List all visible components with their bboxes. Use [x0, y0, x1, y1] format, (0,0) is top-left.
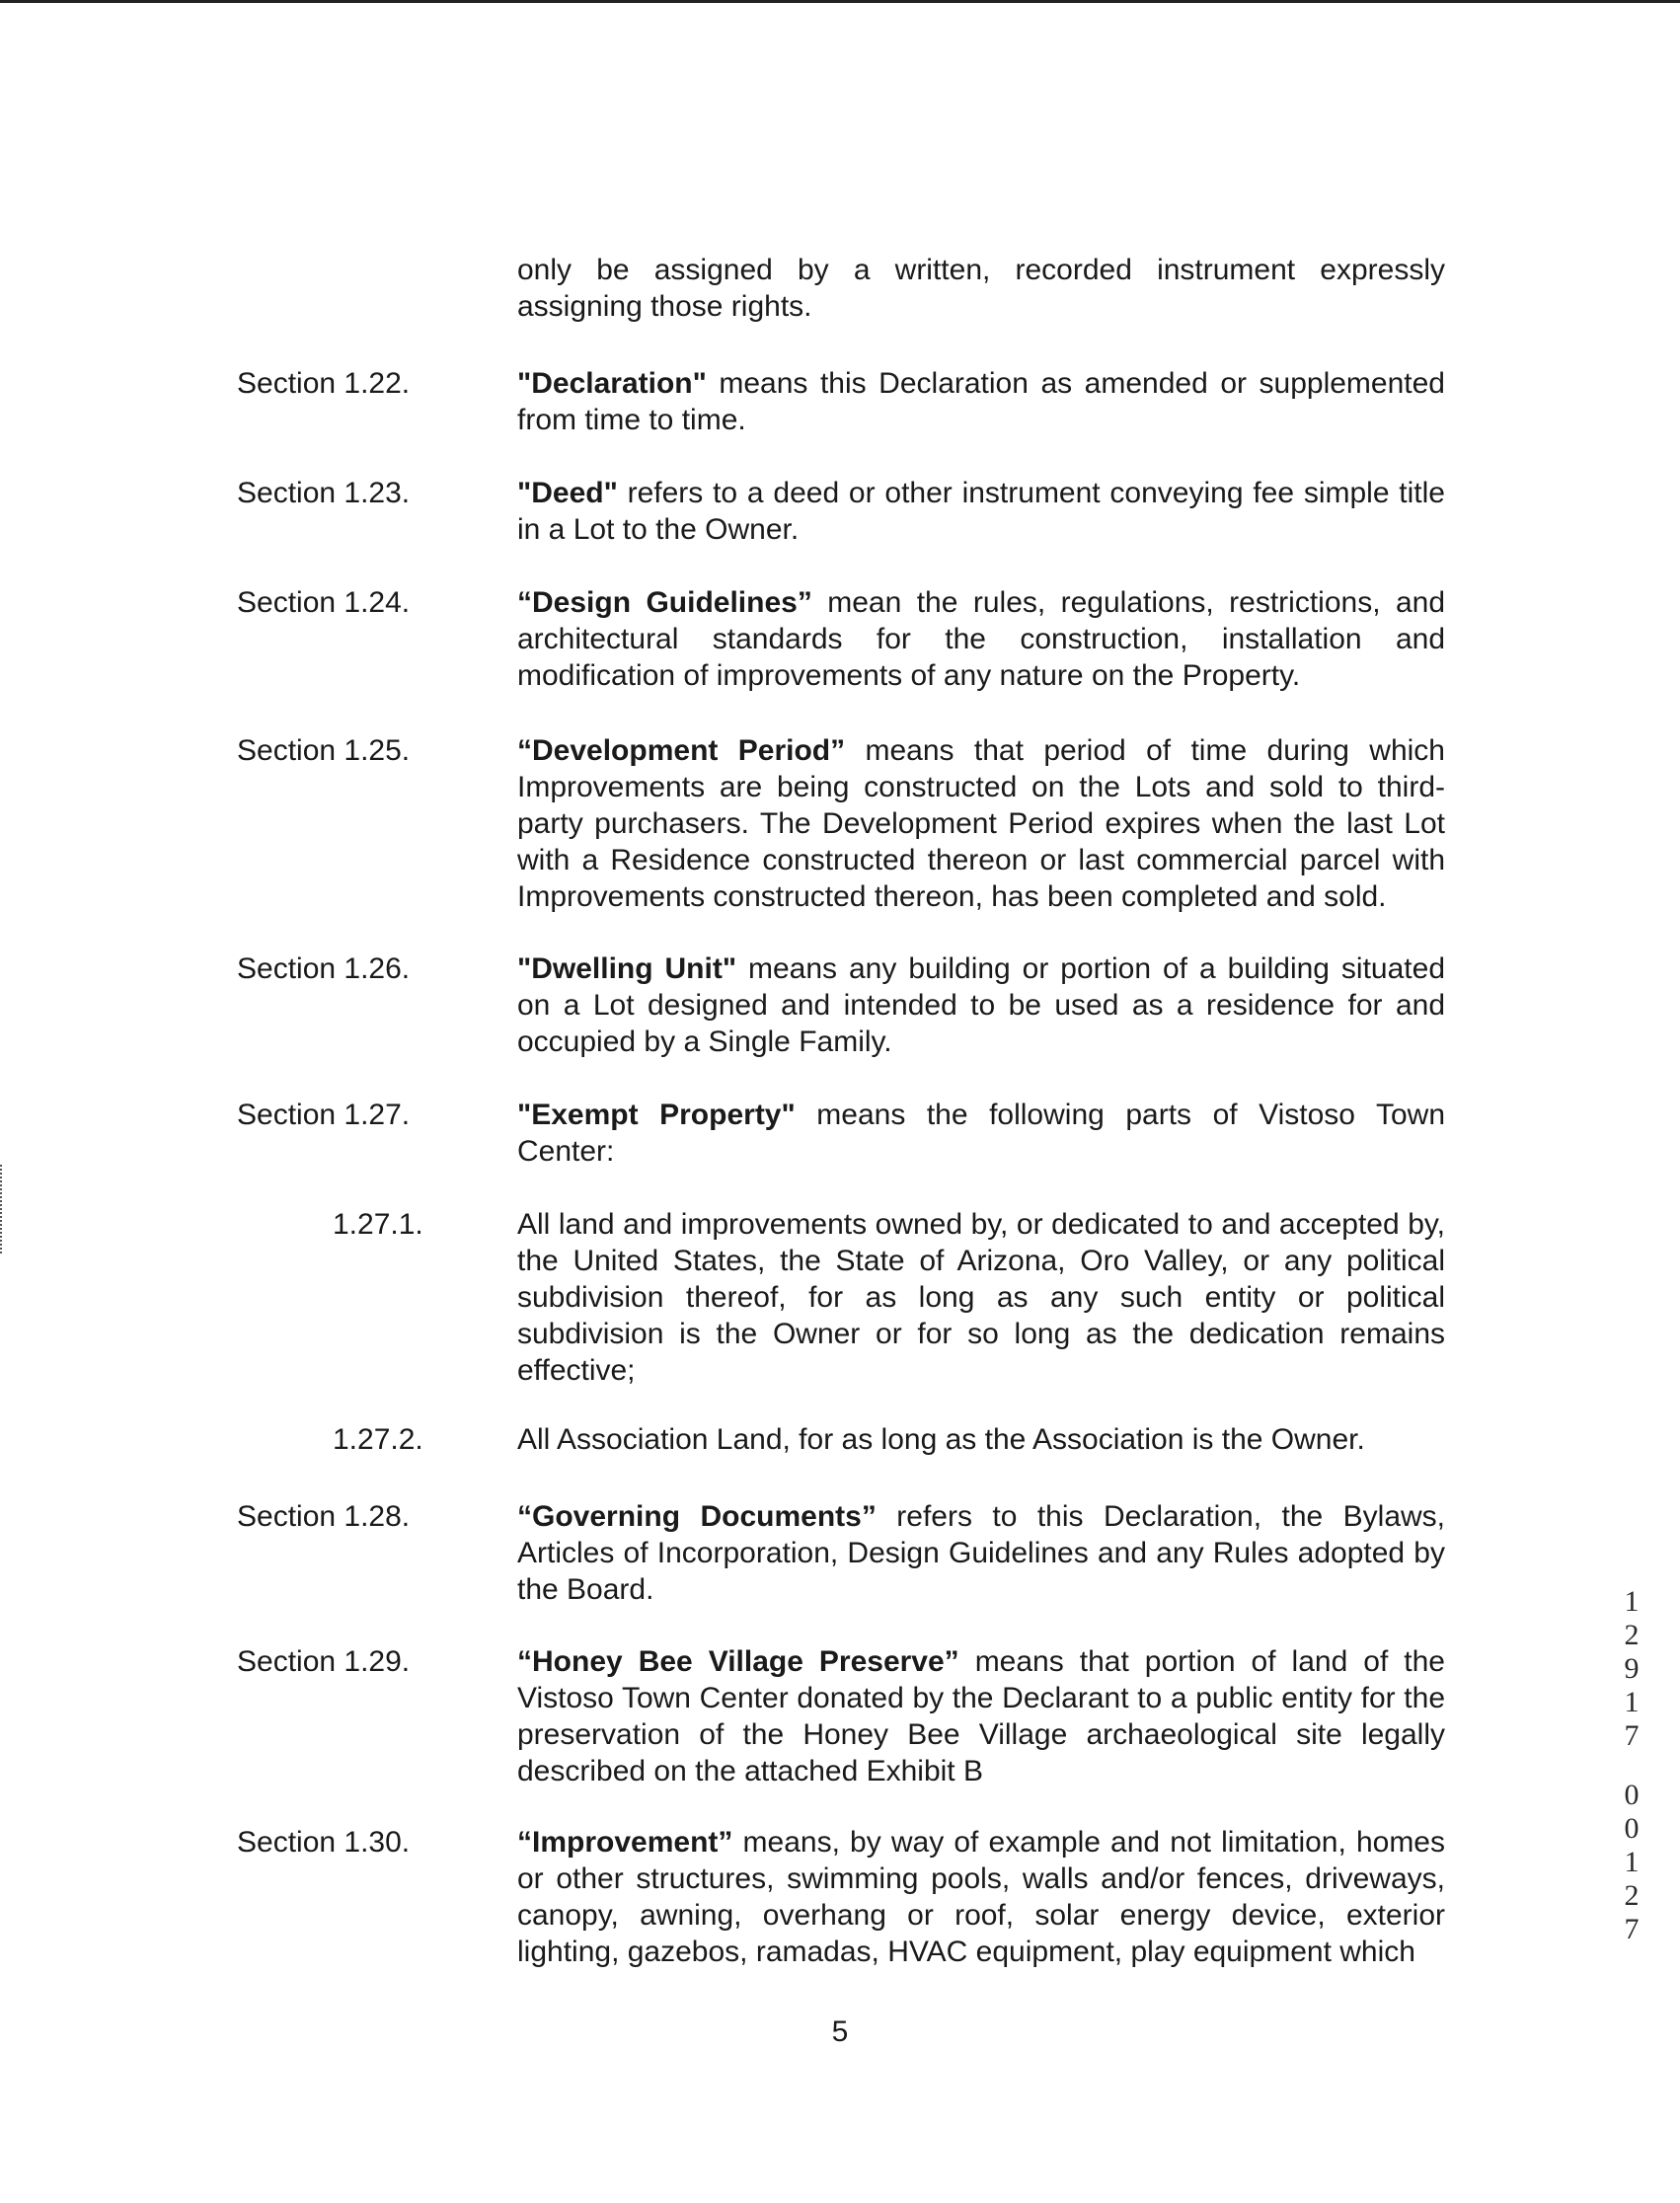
- stamp-digit: 1: [1624, 1846, 1640, 1878]
- defined-term: “Governing Documents”: [517, 1500, 877, 1533]
- section-label: Section 1.27.: [237, 1099, 411, 1131]
- section-definition: [517, 365, 1445, 438]
- section-label: Section 1.28.: [237, 1500, 411, 1533]
- stamp-digit: 2: [1624, 1619, 1640, 1651]
- stamp-digit: 7: [1624, 1913, 1640, 1945]
- section-definition: [517, 1643, 1445, 1789]
- defined-term: “Honey Bee Village Preserve”: [517, 1645, 959, 1678]
- section-definition: [517, 1097, 1445, 1170]
- stamp-digit: 1: [1624, 1686, 1640, 1718]
- page-number: 5: [831, 2015, 849, 2048]
- section-label: Section 1.22.: [237, 367, 411, 400]
- defined-term: "Declaration": [517, 367, 707, 400]
- recording-stamp: [1615, 1585, 1648, 1946]
- stamp-gap: [1615, 1753, 1648, 1779]
- subsection-label: 1.27.1.: [333, 1208, 423, 1241]
- section-label: Section 1.30.: [237, 1826, 411, 1859]
- section-label: Section 1.24.: [237, 586, 411, 619]
- stamp-digit: 0: [1624, 1779, 1640, 1811]
- definition-text: means that portion of land of the Vistoso Town Center donated by the Declarant to a public entity for the preservation of the Honey Bee Village archaeological site legally described on the attached Exhibit B: [517, 1645, 1445, 1787]
- section-definition: [517, 950, 1445, 1060]
- definition-text: refers to this Declaration, the Bylaws, Articles of Incorporation, Design Guidelines and any Rules adopted by the Board.: [517, 1500, 1445, 1606]
- stamp-digit: 2: [1624, 1879, 1640, 1912]
- section-label: Section 1.23.: [237, 477, 411, 509]
- section-definition: [517, 732, 1445, 915]
- section-definition: [517, 475, 1445, 548]
- section-label: Section 1.29.: [237, 1645, 411, 1678]
- section-label: Section 1.25.: [237, 734, 411, 767]
- section-definition: [517, 1824, 1445, 1970]
- defined-term: "Deed": [517, 477, 618, 509]
- definition-text: means that period of time during which Improvements are being constructed on the Lots and sold to third-party purchasers. The Development Period expires when the last Lot with a Residence constructed thereon or last commercial parcel with Improvements constructed thereon, has been completed and sold.: [517, 734, 1445, 913]
- subsection-text: All land and improvements owned by, or dedicated to and accepted by, the United States, the State of Arizona, Oro Valley, or any political subdivision thereof, for as long as any such entity or political subdivision is the Owner or for so long as the dedication remains effective;: [517, 1208, 1445, 1387]
- continuation-paragraph: only be assigned by a written, recorded instrument expressly assigning those rights.: [517, 254, 1445, 323]
- stamp-digit: 7: [1624, 1719, 1640, 1752]
- section-definition: [517, 1498, 1445, 1608]
- definition-text: refers to a deed or other instrument conveying fee simple title in a Lot to the Owner.: [517, 477, 1445, 546]
- defined-term: “Design Guidelines”: [517, 586, 812, 619]
- definition-text: means, by way of example and not limitation, homes or other structures, swimming pools, walls and/or fences, driveways, canopy, awning, overhang or roof, solar energy device, exterior lighting, gazebos, ramadas, HVAC equipment, play equipment which: [517, 1826, 1445, 1968]
- defined-term: "Exempt Property": [517, 1099, 796, 1131]
- stamp-digit: 0: [1624, 1812, 1640, 1845]
- definition-text: mean the rules, regulations, restrictions, and architectural standards for the construction, installation and modification of improvements of any nature on the Property.: [517, 586, 1446, 692]
- stamp-digit: 9: [1624, 1652, 1640, 1685]
- defined-term: “Development Period”: [517, 734, 846, 767]
- subsection-label: 1.27.2.: [333, 1423, 423, 1456]
- section-label: Section 1.26.: [237, 952, 411, 985]
- section-definition: [517, 584, 1445, 694]
- definition-text: means any building or portion of a building situated on a Lot designed and intended to be used as a residence for and occupied by a Single Family.: [517, 952, 1446, 1058]
- stamp-digit: 1: [1624, 1585, 1640, 1618]
- subsection-text: All Association Land, for as long as the Association is the Owner.: [517, 1423, 1365, 1456]
- definition-text: means this Declaration as amended or supplemented from time to time.: [517, 367, 1445, 436]
- definition-text: means the following parts of Vistoso Town Center:: [517, 1099, 1445, 1168]
- defined-term: "Dwelling Unit": [517, 952, 737, 985]
- defined-term: “Improvement”: [517, 1826, 733, 1859]
